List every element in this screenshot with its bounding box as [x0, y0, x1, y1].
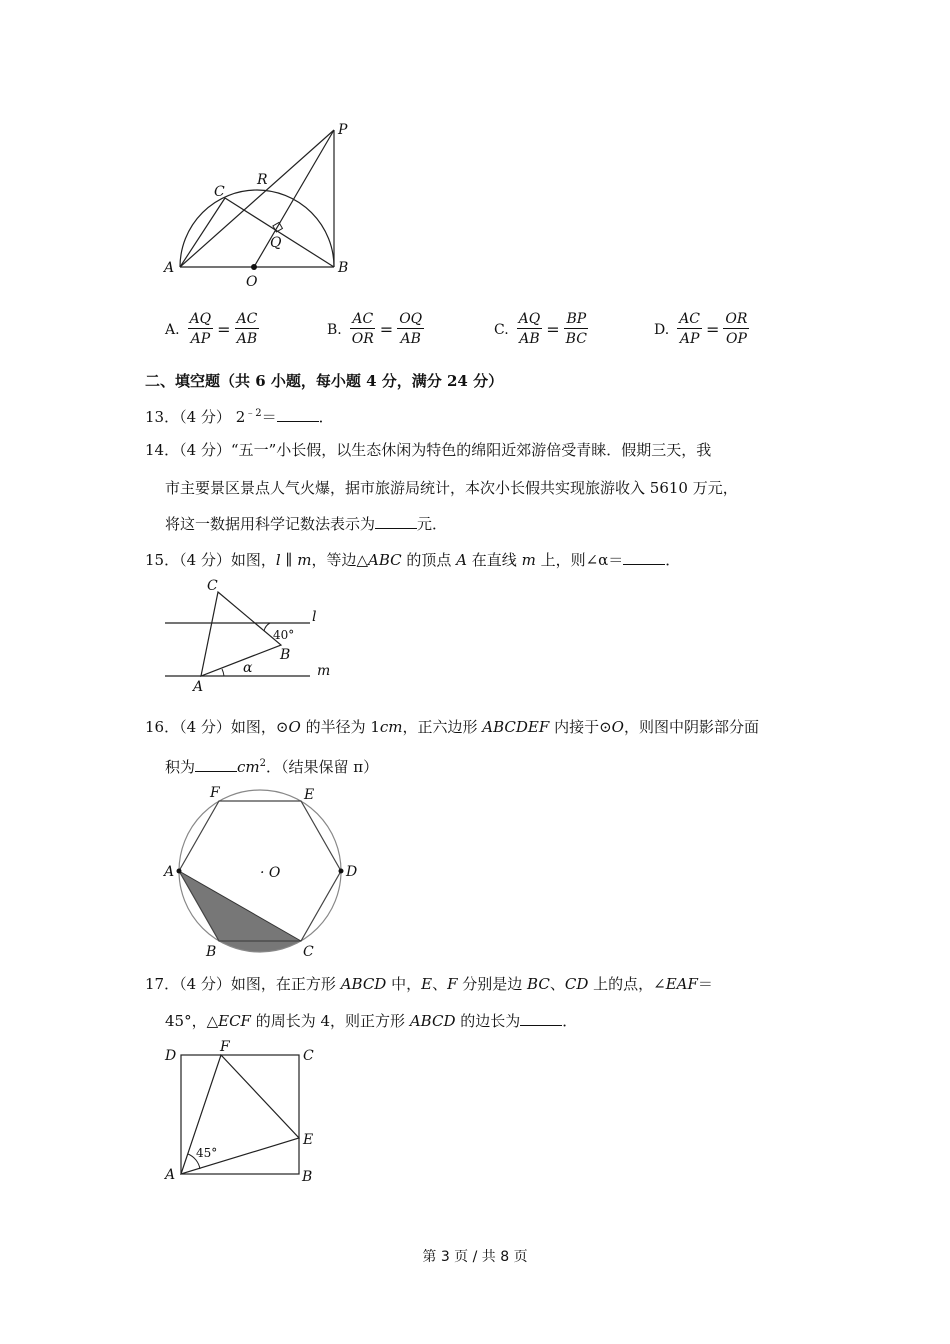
- dot-d: [339, 869, 344, 874]
- answer-blank[interactable]: [375, 514, 417, 529]
- fraction-right: $\frac{OR}{OP}$: [725, 311, 748, 347]
- segment-ap: [180, 130, 334, 267]
- option-c[interactable]: [494, 310, 589, 349]
- option-d[interactable]: [654, 310, 749, 349]
- figure-15-parallel-lines: [160, 575, 350, 695]
- label-b: B: [206, 944, 217, 960]
- answer-blank[interactable]: [520, 1011, 562, 1026]
- question-14-line-3: 将这一数据用科学记数法表示为 元．: [165, 515, 448, 533]
- label-b: B: [302, 1169, 313, 1185]
- label-a: A: [165, 1167, 176, 1183]
- label-a: A: [193, 679, 204, 695]
- label-a: A: [164, 864, 175, 880]
- power-exponent: ﹣2: [245, 408, 262, 419]
- question-17-line-1: 17．（4 分）如图，在正方形 ABCD 中，E、F 分别是边 BC、CD 上的点，∠EAF＝: [145, 975, 713, 993]
- figure-16-hexagon-circle: [160, 780, 370, 965]
- label-l: l: [312, 609, 317, 625]
- fraction-right: $\frac{BP}{BC}$: [565, 311, 587, 347]
- label-m: m: [317, 663, 331, 679]
- option-label: D.: [654, 321, 670, 338]
- label-p: P: [338, 122, 348, 138]
- answer-blank[interactable]: [623, 550, 665, 565]
- label-alpha: α: [243, 660, 253, 676]
- angle-alpha-arc: [222, 669, 224, 676]
- segment-op: [254, 130, 334, 267]
- label-f: F: [220, 1039, 230, 1055]
- semicircle-arc: [180, 190, 334, 267]
- label-q: Q: [270, 235, 282, 251]
- power-base: 2: [235, 408, 246, 426]
- label-c: C: [207, 578, 218, 594]
- question-16-line-2: 积为 $cm^2$．（结果保留 π）: [165, 758, 379, 776]
- option-label: C.: [494, 321, 509, 338]
- label-d: D: [346, 864, 358, 880]
- label-angle-45: 45°: [196, 1146, 218, 1160]
- fraction-left: $\frac{AC}{OR}$: [351, 311, 374, 347]
- figure-12-semicircle: [160, 120, 370, 290]
- label-o: · O: [260, 865, 281, 881]
- figure-17-square: [160, 1038, 330, 1188]
- option-a[interactable]: [165, 310, 259, 349]
- dot-a: [177, 869, 182, 874]
- triangle-abc: [201, 592, 281, 676]
- label-b: B: [280, 647, 291, 663]
- fraction-right: $\frac{OQ}{AB}$: [399, 311, 423, 347]
- label-o: O: [246, 274, 258, 290]
- label-e: E: [303, 1132, 314, 1148]
- equals-sign: =: [546, 320, 560, 339]
- question-13: 13．（4 分） $2^{﹣2}=$ ．: [145, 408, 334, 426]
- fraction-right: $\frac{AC}{AB}$: [236, 311, 258, 347]
- label-e: E: [304, 787, 315, 803]
- segment-cb: [225, 198, 334, 267]
- option-label: B.: [327, 321, 342, 338]
- label-c: C: [214, 184, 225, 200]
- question-14-line-2: 市主要景区景点人气火爆，据市旅游局统计，本次小长假共实现旅游收入 5610 万元，: [165, 479, 738, 497]
- question-14-line-1: 14．（4 分）“五一”小长假，以生态休闲为特色的绵阳近郊游倍受青睐．假期三天，我: [145, 441, 712, 459]
- label-d: D: [165, 1048, 177, 1064]
- answer-blank[interactable]: [277, 407, 319, 422]
- section-title: 二、填空题（共 6 小题，每小题 4 分，满分 24 分）: [145, 372, 504, 390]
- equals-sign: =: [706, 320, 720, 339]
- fraction-left: $\frac{AQ}{AB}$: [518, 311, 541, 347]
- label-r: R: [257, 172, 268, 188]
- question-15: 15．（4 分）如图，l ∥ m，等边△ABC 的顶点 A 在直线 m 上，则∠α＝ ．: [145, 551, 681, 569]
- equals-sign: =: [217, 320, 231, 339]
- center-o-dot: [251, 264, 257, 270]
- question-16-line-1: 16．（4 分）如图，⊙O 的半径为 1cm，正六边形 ABCDEF 内接于⊙O，则图中阴影部分面: [145, 718, 759, 736]
- question-17-line-2: 45°，△ECF 的周长为 4，则正方形 ABCD 的边长为 ．: [165, 1012, 578, 1030]
- label-c: C: [303, 944, 314, 960]
- label-b: B: [338, 260, 349, 276]
- option-label: A.: [165, 321, 180, 338]
- fraction-left: $\frac{AC}{AP}$: [679, 311, 701, 347]
- page-footer: 第 3 页 / 共 8 页: [422, 1249, 528, 1265]
- answer-blank[interactable]: [195, 757, 237, 772]
- label-c: C: [303, 1048, 314, 1064]
- angle-40-arc: [264, 623, 270, 631]
- label-angle-40: 40°: [273, 628, 295, 642]
- option-b[interactable]: [327, 310, 424, 349]
- label-f: F: [210, 785, 220, 801]
- fraction-left: $\frac{AQ}{AP}$: [189, 311, 212, 347]
- equals-sign: =: [379, 320, 394, 339]
- label-a: A: [164, 260, 175, 276]
